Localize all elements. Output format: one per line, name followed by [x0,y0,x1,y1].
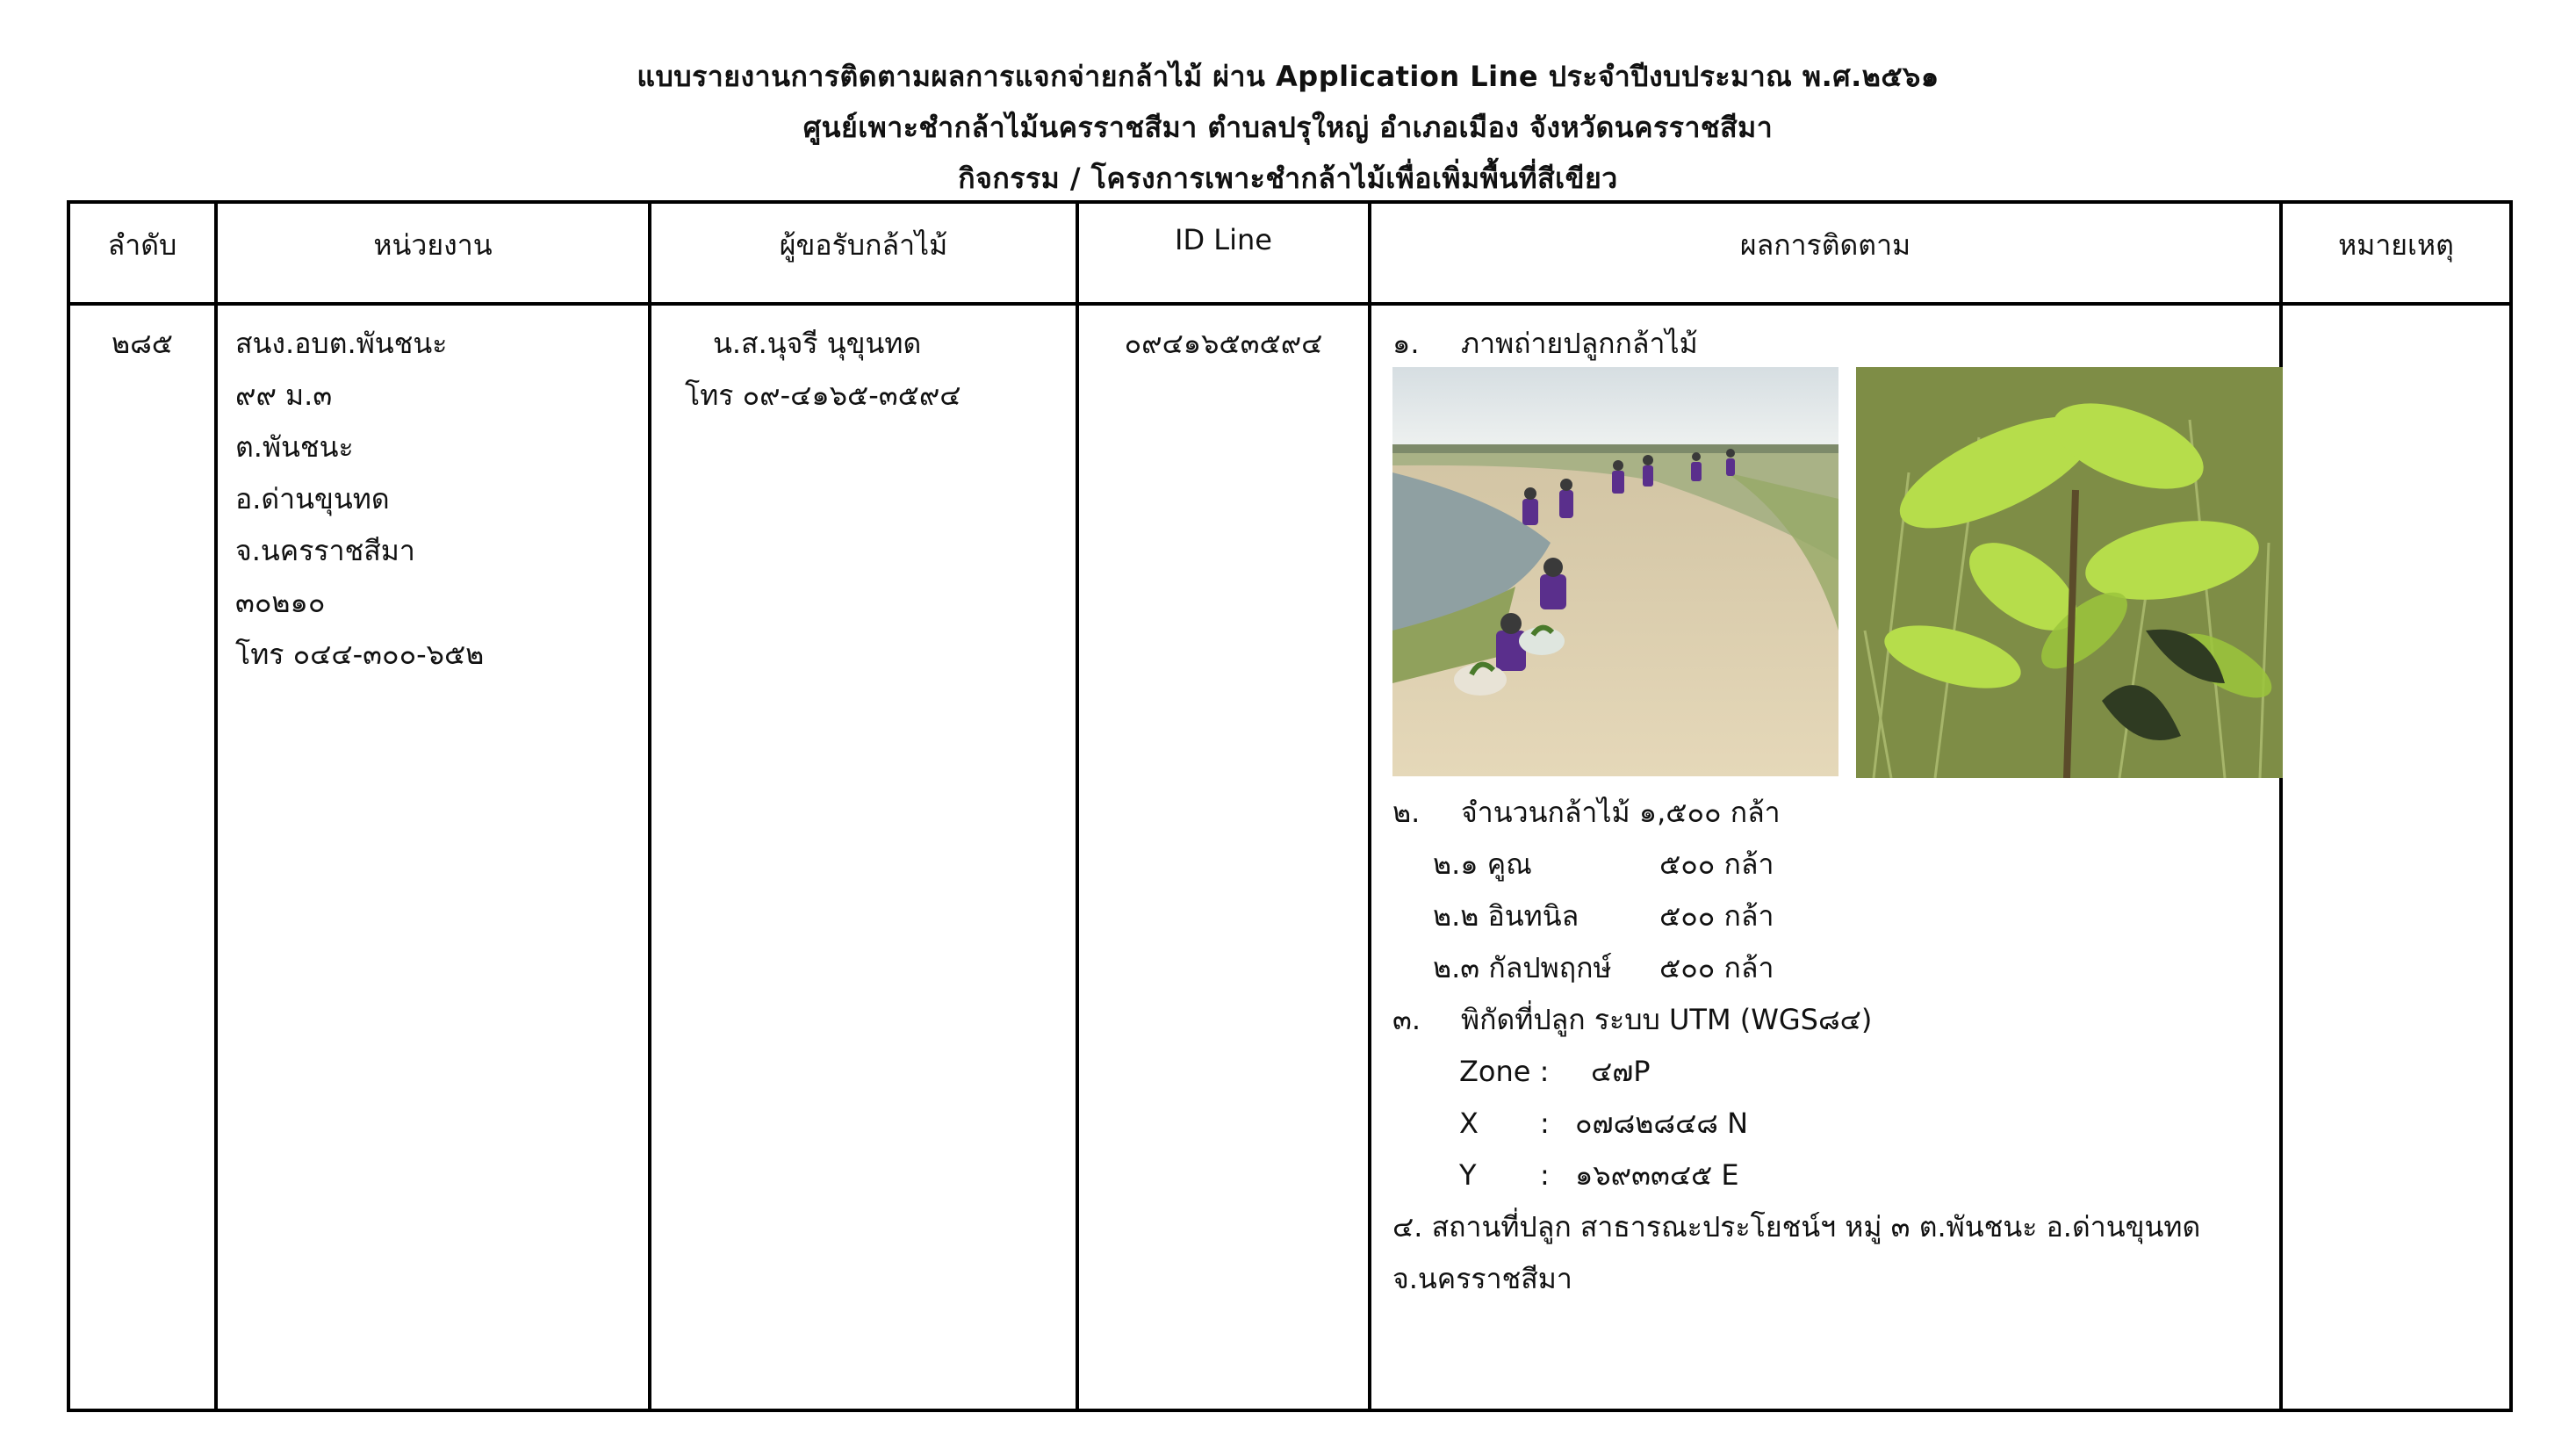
sub-item-name: ๒.๑ คูณ [1433,847,1532,881]
header-remark: หมายเหตุ [2338,228,2454,262]
header-order: ลำดับ [107,228,177,262]
y-value: ๑๖๙๓๓๔๕ E [1575,1158,1739,1192]
y-label: Y [1459,1158,1477,1192]
agency-line: ๓๐๒๑๐ [235,586,326,619]
x-colon: : [1540,1107,1550,1140]
sub-item-name: ๒.๓ กัลปพฤกษ์ [1433,951,1612,984]
agency-line: อ.ด่านขุนทด [235,482,390,515]
sapling-close-up-photo [1856,367,2283,778]
y-colon: : [1540,1158,1550,1192]
column-divider [1368,204,1371,1409]
column-divider [1076,204,1079,1409]
zone-value: ๔๗P [1591,1055,1651,1088]
sub-item-3 [1392,942,2200,994]
header-agency: หน่วยงาน [373,228,493,262]
agency-line: ๙๙ ม.๓ [235,378,333,412]
utm-y [1392,1150,2200,1201]
item-number: ๒. [1392,796,1421,829]
planting-activity-photo [1392,367,1838,776]
x-value: ๐๗๘๒๘๔๘ N [1575,1107,1749,1140]
cell-agency [235,318,484,681]
cell-id-line: ๐๙๔๑๖๕๓๕๙๔ [1124,327,1323,360]
item-label: จำนวนกล้าไม้ ๑,๕๐๐ กล้า [1461,796,1781,829]
report-activity: กิจกรรม / โครงการเพาะชำกล้าไม้เพื่อเพิ่มพื้นที่สีเขียว [958,162,1618,195]
utm-x [1392,1098,2200,1150]
recipient-phone: โทร ๐๙-๔๑๖๕-๓๕๙๔ [685,378,961,412]
item-number: ๑. [1392,327,1420,360]
result-item-4-cont: จ.นครราชสีมา [1392,1262,1572,1295]
report-subtitle: ศูนย์เพาะชำกล้าไม้นครราชสีมา ตำบลปรุใหญ่ อำเภอเมือง จังหวัดนครราชสีมา [802,111,1774,144]
report-table [67,200,2513,1412]
recipient-name: น.ส.นุจรี นุขุนทด [713,327,922,360]
result-details [1392,787,2200,1305]
sub-item-qty: ๕๐๐ กล้า [1659,847,1774,881]
x-label: X [1459,1107,1479,1140]
item-label: ภาพถ่ายปลูกกล้าไม้ [1461,327,1698,360]
result-item-2 [1392,787,2200,839]
sub-item-qty: ๕๐๐ กล้า [1659,899,1774,933]
agency-line: โทร ๐๔๔-๓๐๐-๖๕๒ [235,638,485,671]
cell-result [1392,318,1698,370]
header-id-line: ID Line [1175,223,1272,256]
item-label: พิกัดที่ปลูก ระบบ UTM (WGS๘๔) [1461,1003,1873,1036]
sub-item-qty: ๕๐๐ กล้า [1659,951,1774,984]
result-item-3 [1392,994,2200,1046]
result-item-1 [1392,318,1698,370]
cell-recipient [685,318,961,422]
column-divider [648,204,651,1409]
sub-item-2 [1392,890,2200,942]
item-number: ๓. [1392,1003,1421,1036]
sub-item-1 [1392,839,2200,890]
agency-line: สนง.อบต.พันชนะ [235,327,448,360]
zone-label: Zone : [1459,1055,1550,1088]
cell-order: ๒๘๕ [112,327,173,360]
sub-item-name: ๒.๒ อินทนิล [1433,899,1579,933]
agency-line: ต.พันชนะ [235,430,354,464]
header-result: ผลการติดตาม [1739,228,1911,262]
column-divider [214,204,218,1409]
header-recipient: ผู้ขอรับกล้าไม้ [779,228,948,262]
result-item-4: ๔. สถานที่ปลูก สาธารณะประโยชน์ฯ หมู่ ๓ ต.พันชนะ อ.ด่านขุนทด [1392,1210,2201,1244]
report-title: แบบรายงานการติดตามผลการแจกจ่ายกล้าไม้ ผ่าน Application Line ประจำปีงบประมาณ พ.ศ.๒๕๖๑ [637,60,1939,93]
utm-zone [1392,1046,2200,1098]
agency-line: จ.นครราชสีมา [235,534,415,567]
header-divider [70,302,2509,306]
